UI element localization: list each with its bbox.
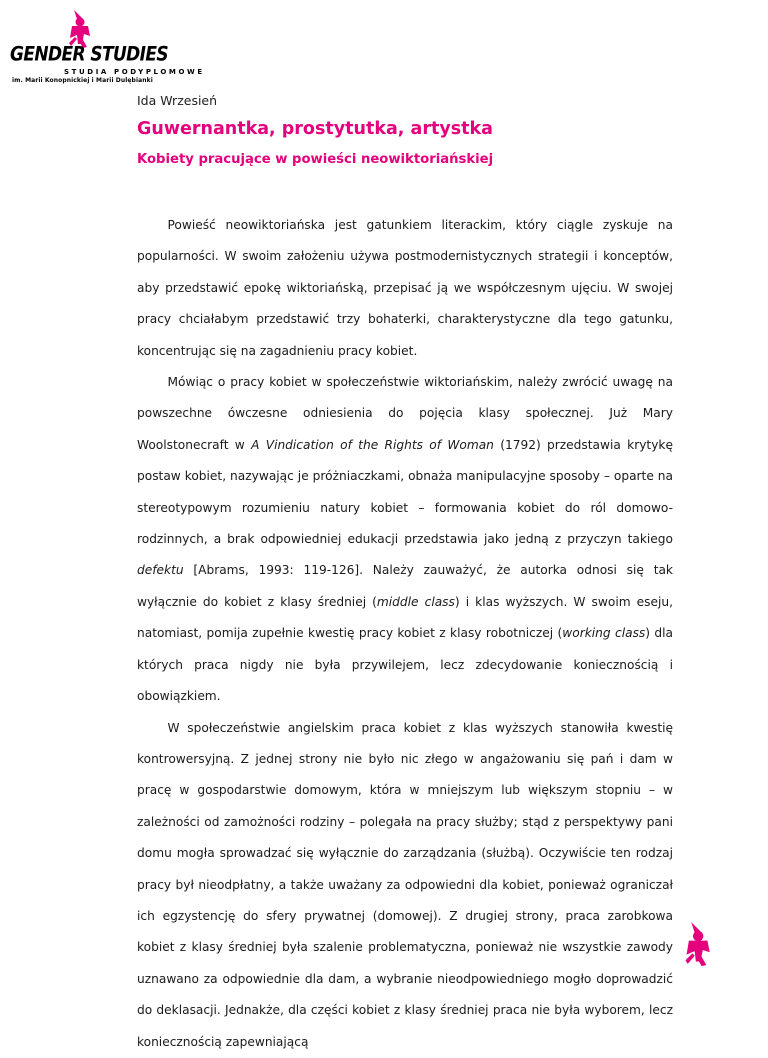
text-run: [Abrams, 1993: 119-126]. Należy zauważyć, że autorka odnosi się tak wyłącznie do kobiet z klasy średniej ( xyxy=(137,563,673,609)
text-run: ) dla których praca nigdy nie była przywilejem, lecz zdecydowanie koniecznością i obowiązkiem. xyxy=(137,626,673,704)
document-title: Guwernantka, prostytutka, artystka xyxy=(137,119,493,139)
text-run: Mówiąc o pracy kobiet w społeczeństwie wiktoriańskim, należy zwrócić uwagę na powszechne ówczesne odniesienia do pojęcia klasy społecznej. Już Mary Woolstonecraft w xyxy=(137,375,673,452)
paragraph-3 xyxy=(137,713,673,1058)
text-run: (1792) przedstawia krytykę postaw kobiet, nazywając je próżniaczkami, obnaża manipulacyjne sposoby – oparte na stereotypowym rozumieniu natury kobiet – formowania kobiet do ról domowo-rodzinnych, a brak odpowiedniej edukacji przedstawia jako jedną z przyczyn takiego xyxy=(137,437,673,547)
paragraph-2 xyxy=(137,367,673,712)
logo-subtitle: STUDIA PODYPLOMOWE xyxy=(64,68,205,76)
body-text xyxy=(137,210,673,1058)
pink-figure-icon xyxy=(60,8,98,48)
text-run: W społeczeństwie angielskim praca kobiet z klas wyższych stanowiła kwestię kontrowersyjną. Z jednej strony nie było nic złego w angażowaniu się pań i dam w pracę w gospodarstwie domowym, która w mniejszym lub większym stopniu – w zależności od zamożności rodziny – polegała na pracy służby; stąd z perspektywy pani domu mogła sprowadzać się wyłącznie do zarządzania (służbą). Oczywiście ten rodzaj pracy był nieodpłatny, a także uważany za odpowiedni dla kobiet, ponieważ ograniczał ich egzystencję do sfery prywatnej (domowej). Z drugiej strony, praca zarobkowa kobiet z klasy średniej była szalenie problematyczna, ponieważ nie wszystkie zawody uznawano za odpowiednie dla dam, a wybranie nieodpowiedniego mogło doprowadzić do deklasacji. Jednakże, dla części kobiet z klasy średniej praca nie była wyborem, lecz koniecznością zapewniającą xyxy=(137,720,673,1049)
paragraph-1 xyxy=(137,210,673,367)
text-run: Powieść neowiktoriańska jest gatunkiem literackim, który ciągle zyskuje na popularności. W swoim założeniu używa postmodernistycznych strategii i konceptów, aby przedstawić epokę wiktoriańską, przepisać ją we współczesnym ujęciu. W swojej pracy chciałabym przedstawić trzy bohaterki, charakterystyczne dla tego gatunku, koncentrując się na zagadnieniu pracy kobiet. xyxy=(137,218,673,358)
text-run: defektu xyxy=(137,563,184,578)
text-run: ) i klas wyższych. W swoim eseju, natomiast, pomija zupełnie kwestię pracy kobiet z klasy robotniczej ( xyxy=(137,594,673,641)
author-name: Ida Wrzesień xyxy=(137,93,218,108)
pink-figure-icon xyxy=(675,918,719,968)
logo-title: GENDER STUDIES xyxy=(10,43,169,66)
text-run: A Vindication of the Rights of Woman xyxy=(251,437,494,452)
document-subtitle: Kobiety pracujące w powieści neowiktoriańskiej xyxy=(137,152,494,167)
logo-dedication: im. Marii Konopnickiej i Marii Dulębianki xyxy=(12,77,153,84)
text-run: middle class xyxy=(376,594,455,609)
text-run: working class xyxy=(562,626,646,641)
